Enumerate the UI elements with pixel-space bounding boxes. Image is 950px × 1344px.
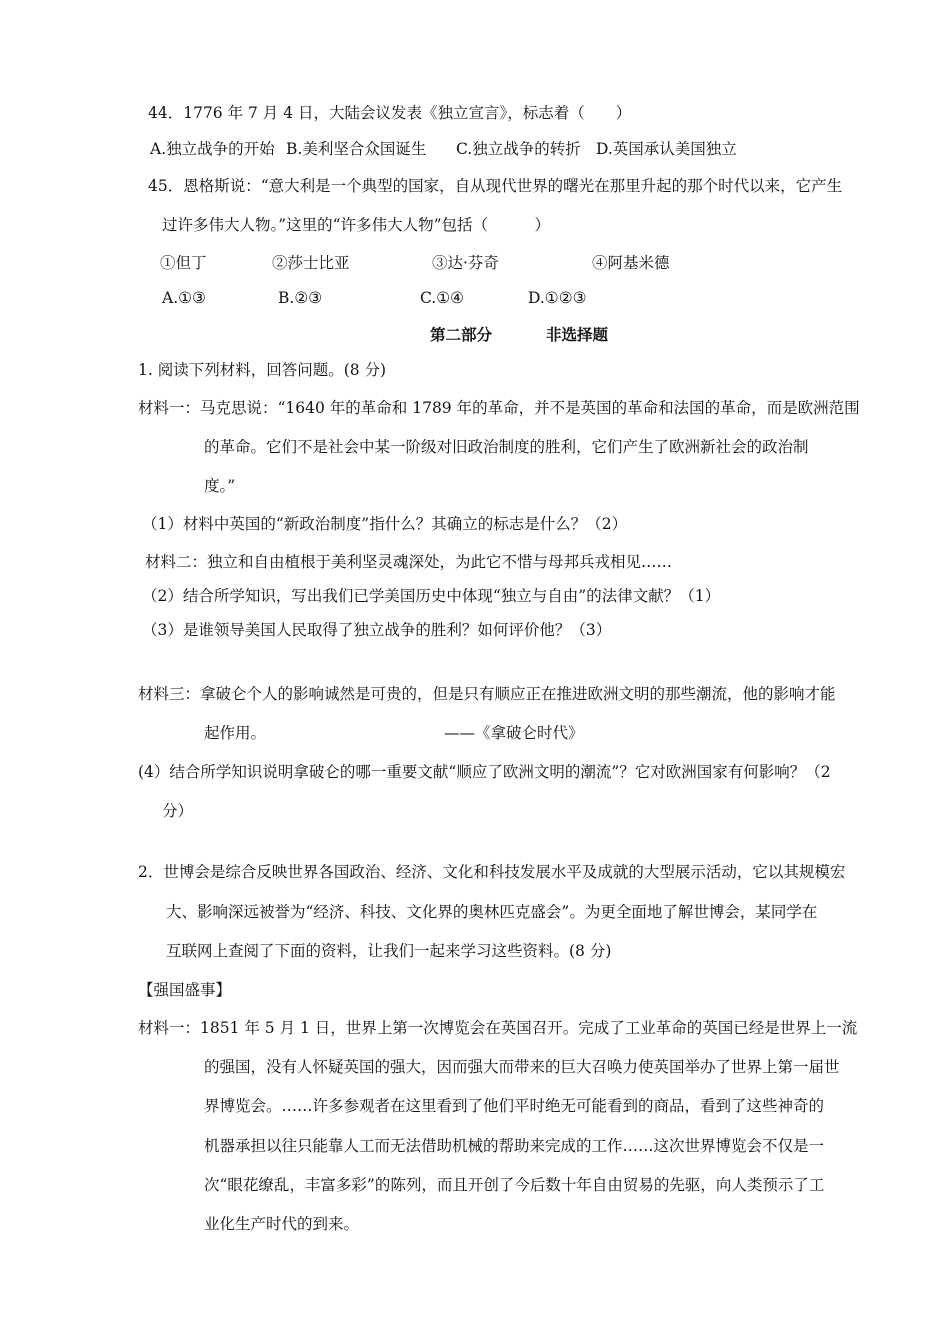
s1-question1: （1）材料中英国的“新政治制度”指什么？其确立的标志是什么？（2） (142, 515, 628, 533)
s2-material1-line2: 的强国，没有人怀疑英国的强大，因而强大而带来的巨大召唤力使英国举办了世界上第一届世 (204, 1058, 840, 1076)
q44-stem: 44．1776 年 7 月 4 日，大陆会议发表《独立宣言》，标志着（ ） (148, 104, 632, 122)
s1-material1-line1: 材料一：马克思说：“1640 年的革命和 1789 年的革命，并不是英国的革命和法国的革命，而是欧洲范围 (138, 399, 860, 417)
s2-material1-line6: 业化生产时代的到来。 (204, 1215, 360, 1233)
q44-option-a: A.独立战争的开始 (150, 140, 275, 158)
s2-intro-line3: 互联网上查阅了下面的资料，让我们一起来学习这些资料。(8 分) (166, 942, 612, 960)
s1-material1-line3: 度。” (204, 477, 236, 495)
s1-material3-line1: 材料三：拿破仑个人的影响诚然是可贵的，但是只有顺应正在推进欧洲文明的那些潮流，他的影响才能 (138, 685, 836, 703)
s1-question2: （2）结合所学知识，写出我们已学美国历史中体现“独立与自由”的法律文献？（1） (142, 587, 721, 605)
q45-item-4: ④阿基米德 (592, 254, 670, 272)
s1-material3-source: ——《拿破仑时代》 (444, 724, 584, 742)
s2-intro-line1: 2．世博会是综合反映世界各国政治、经济、文化和科技发展水平及成就的大型展示活动，它以其规模宏 (138, 863, 846, 881)
q45-option-c: C.①④ (420, 289, 465, 307)
q45-option-a: A.①③ (162, 289, 206, 307)
s1-material2: 材料二：独立和自由植根于美利坚灵魂深处，为此它不惜与母邦兵戎相见…… (145, 553, 673, 571)
s2-material1-line3: 界博览会。……许多参观者在这里看到了他们平时绝无可能看到的商品，看到了这些神奇的 (204, 1097, 825, 1115)
s1-question4-line2: 分） (162, 802, 194, 820)
q45-item-3: ③达·芬奇 (432, 254, 499, 272)
s1-question4-line1: (4）结合所学知识说明拿破仑的哪一重要文献“顺应了欧洲文明的潮流”？它对欧洲国家有何影响？（2 (138, 763, 831, 781)
s2-heading: 【强国盛事】 (138, 981, 232, 999)
s1-question3: （3）是谁领导美国人民取得了独立战争的胜利？如何评价他？（3） (142, 621, 612, 639)
s2-material1-line5: 次“眼花缭乱，丰富多彩”的陈列，而且开创了今后数十年自由贸易的先驱，向人类预示了工 (204, 1176, 825, 1194)
s2-material1-line1: 材料一：1851 年 5 月 1 日，世界上第一次博览会在英国召开。完成了工业革命的英国已经是世界上一流 (138, 1019, 858, 1037)
q44-option-d: D.英国承认美国独立 (596, 140, 737, 158)
q45-item-2: ②莎士比亚 (272, 254, 350, 272)
s1-material3-line2 (204, 723, 584, 743)
s1-intro: 1. 阅读下列材料，回答问题。(8 分) (138, 361, 387, 379)
q45-item-1: ①但丁 (160, 254, 207, 272)
section-title (430, 325, 608, 345)
q44-option-c: C.独立战争的转折 (456, 140, 581, 158)
q44-option-b: B.美利坚合众国诞生 (286, 140, 427, 158)
s2-material1-line4: 机器承担以往只能靠人工而无法借助机械的帮助来完成的工作……这次世界博览会不仅是一 (204, 1137, 825, 1155)
q45-stem-line1: 45．恩格斯说：“意大利是一个典型的国家，自从现代世界的曙光在那里升起的那个时代以来，它产生 (148, 177, 843, 195)
q45-options (162, 288, 587, 308)
section-name: 非选择题 (546, 326, 609, 344)
q45-items (160, 253, 670, 273)
q44-options (150, 139, 737, 159)
section-part: 第二部分 (430, 326, 493, 344)
s1-material3-text: 起作用。 (204, 724, 267, 742)
q45-option-b: B.②③ (278, 289, 323, 307)
s2-intro-line2: 大、影响深远被誉为“经济、科技、文化界的奥林匹克盛会”。为更全面地了解世博会，某同学在 (166, 903, 818, 921)
s1-material1-line2: 的革命。它们不是社会中某一阶级对旧政治制度的胜利，它们产生了欧洲新社会的政治制 (204, 438, 809, 456)
q45-option-d: D.①②③ (528, 289, 587, 307)
q45-stem-line2: 过许多伟大人物。”这里的“许多伟大人物”包括（ ） (162, 216, 551, 234)
